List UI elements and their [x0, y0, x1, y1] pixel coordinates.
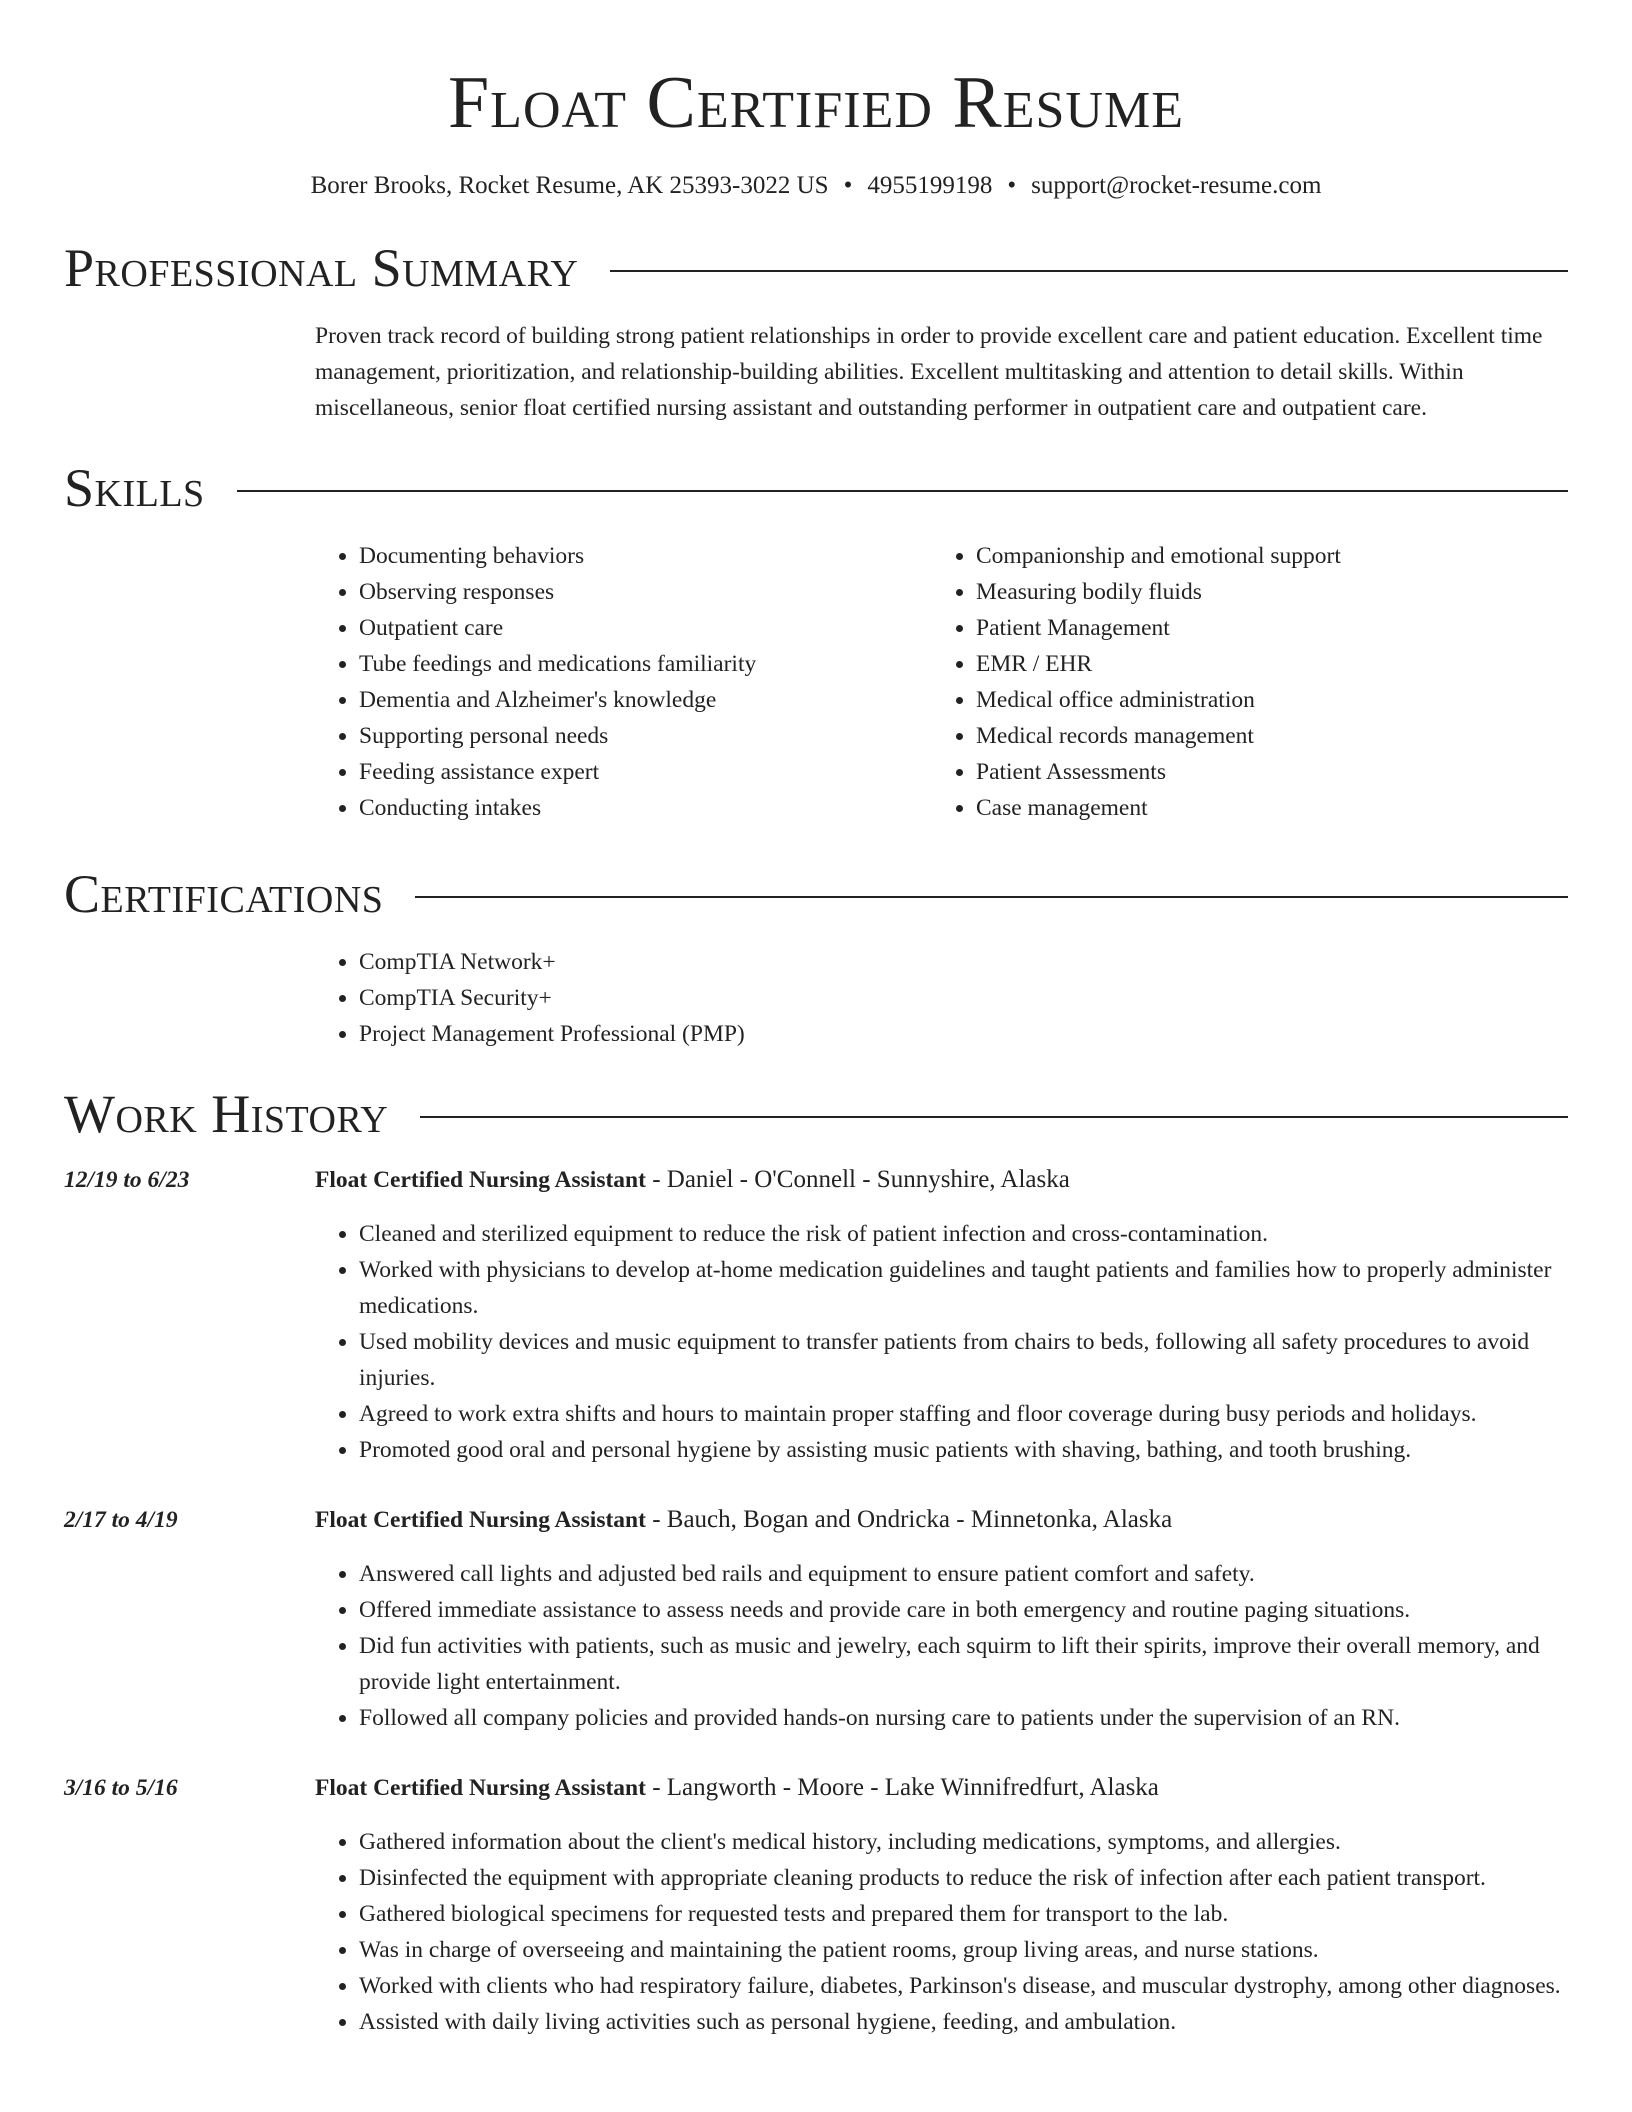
job-dates: 12/19 to 6/23	[64, 1167, 190, 1193]
job-role: Float Certified Nursing Assistant	[315, 1775, 646, 1801]
skill-item: • Medical office administration	[976, 682, 1549, 718]
skills-column-right	[932, 538, 1549, 826]
job-duty: • Did fun activities with patients, such as music and jewelry, each squirm to lift their spirits, improve their overall memory, and provide light entertainment.	[359, 1628, 1568, 1700]
job-duties-list	[315, 1556, 1568, 1736]
job-heading	[315, 1502, 1568, 1538]
contact-separator: •	[1007, 172, 1017, 199]
contact-line	[64, 170, 1568, 202]
job-duty: • Used mobility devices and music equipment to transfer patients from chairs to beds, following all safety procedures to avoid injuries.	[359, 1324, 1568, 1396]
resume-title: Float Certified Resume	[448, 62, 1184, 144]
summary-text: Proven track record of building strong patient relationships in order to provide excellent care and patient education. Excellent time management, prioritization, and relationship-building abilities. Excellent multitasking and attention to detail skills. Within miscellaneous, senior float certified nursing assistant and outstanding performer in outpatient care and outpatient care.	[315, 323, 1543, 421]
skill-item: • Tube feedings and medications familiarity	[359, 646, 932, 682]
job-duty: • Answered call lights and adjusted bed rails and equipment to ensure patient comfort and safety.	[359, 1556, 1568, 1592]
job-details	[315, 1770, 1568, 2040]
contact-separator: •	[843, 172, 853, 199]
work-section	[64, 1162, 1568, 2040]
job-role: Float Certified Nursing Assistant	[315, 1167, 646, 1193]
job-duty: • Assisted with daily living activities such as personal hygiene, feeding, and ambulation.	[359, 2004, 1568, 2040]
skill-item: • Medical records management	[976, 718, 1549, 754]
job-heading	[315, 1162, 1568, 1198]
job-duties-list	[315, 1824, 1568, 2040]
section-divider	[237, 490, 1568, 492]
section-divider	[610, 270, 1568, 272]
certification-item: • CompTIA Network+	[359, 944, 1568, 980]
skill-item: • Outpatient care	[359, 610, 932, 646]
certifications-section-header	[64, 860, 1568, 928]
resume-page	[64, 0, 1568, 2040]
contact-address: Borer Brooks, Rocket Resume, AK 25393-3022 US	[310, 172, 829, 199]
job-dates: 3/16 to 5/16	[64, 1775, 178, 1801]
certifications-list	[315, 944, 1568, 1052]
job-employer: - Langworth - Moore - Lake Winnifredfurt, Alaska	[645, 1774, 1159, 1801]
job-duties-list	[315, 1216, 1568, 1468]
certification-item: • Project Management Professional (PMP)	[359, 1016, 1568, 1052]
job-duty: • Worked with clients who had respiratory failure, diabetes, Parkinson's disease, and muscular dystrophy, among other diagnoses.	[359, 1968, 1568, 2004]
job-duty: • Gathered biological specimens for requested tests and prepared them for transport to the lab.	[359, 1896, 1568, 1932]
job-duty: • Promoted good oral and personal hygiene by assisting music patients with shaving, bathing, and tooth brushing.	[359, 1432, 1568, 1468]
skill-item: • Feeding assistance expert	[359, 754, 932, 790]
job-heading	[315, 1770, 1568, 1806]
job-role: Float Certified Nursing Assistant	[315, 1507, 646, 1533]
skill-item: • Patient Assessments	[976, 754, 1549, 790]
job-duty: • Was in charge of overseeing and maintaining the patient rooms, group living areas, and nurse stations.	[359, 1932, 1568, 1968]
job-entry	[64, 1770, 1568, 2040]
job-duty: • Worked with physicians to develop at-home medication guidelines and taught patients and families how to properly administer medications.	[359, 1252, 1568, 1324]
summary-section	[315, 318, 1568, 426]
skill-item: • Case management	[976, 790, 1549, 826]
job-employer: - Bauch, Bogan and Ondricka - Minnetonka, Alaska	[645, 1506, 1173, 1533]
summary-section-header	[64, 234, 1568, 302]
skill-item: • Observing responses	[359, 574, 932, 610]
job-duty: • Agreed to work extra shifts and hours to maintain proper staffing and floor coverage during busy periods and holidays.	[359, 1396, 1568, 1432]
skills-section-header	[64, 454, 1568, 522]
skill-item: • Supporting personal needs	[359, 718, 932, 754]
skills-heading: Skills	[64, 458, 205, 518]
job-duty: • Offered immediate assistance to assess needs and provide care in both emergency and routine paging situations.	[359, 1592, 1568, 1628]
certifications-section	[315, 944, 1568, 1052]
skill-item: • Conducting intakes	[359, 790, 932, 826]
job-dates: 2/17 to 4/19	[64, 1507, 178, 1533]
job-details	[315, 1162, 1568, 1468]
job-duty: • Disinfected the equipment with appropriate cleaning products to reduce the risk of infection after each patient transport.	[359, 1860, 1568, 1896]
summary-heading: Professional Summary	[64, 238, 579, 298]
skills-grid	[315, 538, 1568, 826]
job-employer: - Daniel - O'Connell - Sunnyshire, Alaska	[645, 1166, 1070, 1193]
section-divider	[420, 1116, 1568, 1118]
skill-item: • Documenting behaviors	[359, 538, 932, 574]
skill-item: • Companionship and emotional support	[976, 538, 1549, 574]
skill-item: • Patient Management	[976, 610, 1549, 646]
certification-item: • CompTIA Security+	[359, 980, 1568, 1016]
job-duty: • Gathered information about the client's medical history, including medications, symptoms, and allergies.	[359, 1824, 1568, 1860]
skill-item: • EMR / EHR	[976, 646, 1549, 682]
skills-section	[315, 538, 1568, 826]
job-duty: • Cleaned and sterilized equipment to reduce the risk of patient infection and cross-contamination.	[359, 1216, 1568, 1252]
certifications-heading: Certifications	[64, 864, 384, 924]
job-details	[315, 1502, 1568, 1736]
contact-email: support@rocket-resume.com	[1031, 172, 1322, 199]
contact-phone: 4955199198	[867, 172, 993, 199]
work-section-header	[64, 1080, 1568, 1148]
skill-item: • Dementia and Alzheimer's knowledge	[359, 682, 932, 718]
job-entry	[64, 1502, 1568, 1736]
work-heading: Work History	[64, 1084, 389, 1144]
job-entry	[64, 1162, 1568, 1468]
skills-list-left	[315, 538, 932, 826]
job-duty: • Followed all company policies and provided hands-on nursing care to patients under the supervision of an RN.	[359, 1700, 1568, 1736]
skills-column-left	[315, 538, 932, 826]
skill-item: • Measuring bodily fluids	[976, 574, 1549, 610]
skills-list-right	[932, 538, 1549, 826]
section-divider	[415, 896, 1568, 898]
